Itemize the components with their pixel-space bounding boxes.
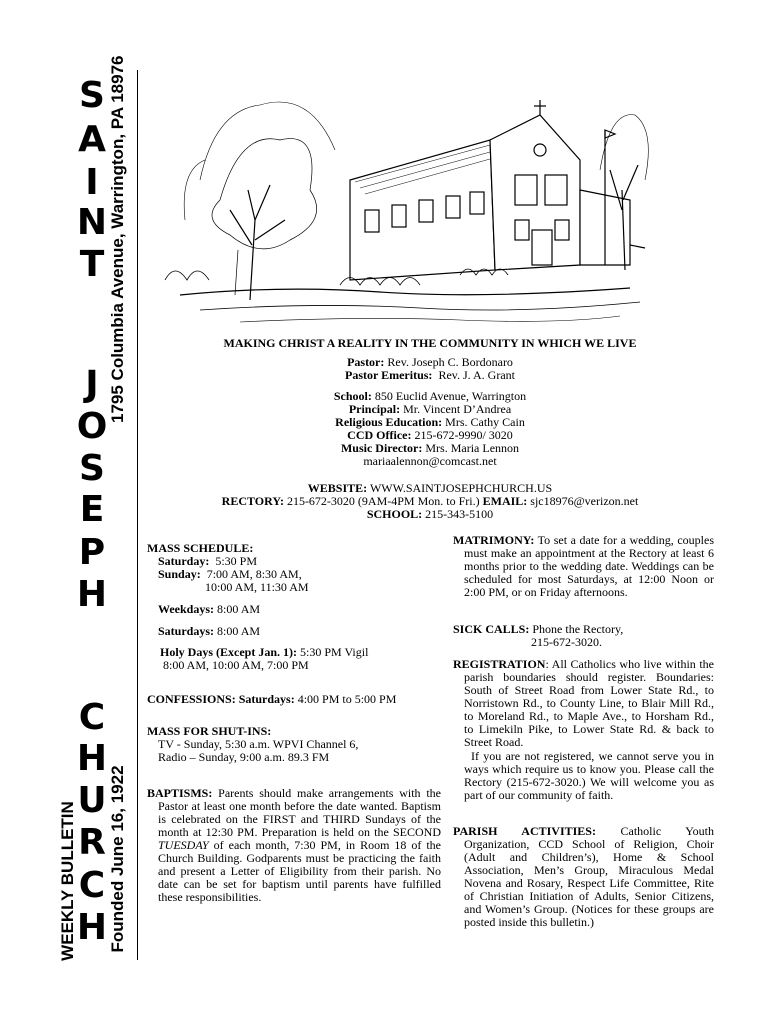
registration: REGISTRATION: All Catholics who live within the parish boundaries should register. Boundaries: South of Street Road from Lower State Rd., to Norristown Rd., to County Line, to Blair Mill Rd., to Moreland Rd., to Maple Ave., to Horsham Rd., to Limekiln Pike, to Lower State Rd. & back to Street Road. xyxy=(453,657,714,749)
church-illustration xyxy=(160,70,650,332)
address-vertical: 1795 Columbia Avenue, Warrington, PA 18976 xyxy=(108,55,127,423)
church-name-letter: R xyxy=(78,822,106,863)
mass-saturdays: Saturdays: 8:00 AM xyxy=(158,624,261,638)
confessions: CONFESSIONS: Saturdays: 4:00 PM to 5:00 PM xyxy=(147,692,397,706)
holy-days-2: 8:00 AM, 10:00 AM, 7:00 PM xyxy=(163,658,309,672)
principal-line: Principal: Mr. Vincent D’Andrea xyxy=(348,402,512,416)
matrimony: MATRIMONY: To set a date for a wedding, couples must make an appointment at the Rectory at least 6 months prior to the wedding date. Weddings can be scheduled for most Saturdays, at 12:00 Noon or 2:00 PM, or on Friday afternoons. xyxy=(453,533,714,599)
school-line: School: 850 Euclid Avenue, Warrington xyxy=(333,389,527,403)
church-name-letter: N xyxy=(76,202,108,243)
website-line: WEBSITE: WWW.SAINTJOSEPHCHURCH.US xyxy=(307,481,553,495)
church-name-letter: S xyxy=(79,75,105,116)
music-email: mariaalennon@comcast.net xyxy=(363,454,497,468)
mass-saturday: Saturday: 5:30 PM xyxy=(158,554,258,568)
church-name-letter: E xyxy=(79,489,105,530)
sick-calls: SICK CALLS: Phone the Rectory, xyxy=(453,622,624,636)
weekly-bulletin-vertical: WEEKLY BULLETIN xyxy=(58,801,77,961)
pastor-emeritus-line: Pastor Emeritus: Rev. J. A. Grant xyxy=(345,368,515,382)
mass-sunday-2: 10:00 AM, 11:30 AM xyxy=(205,580,309,594)
sick-calls-phone: 215-672-3020. xyxy=(531,635,602,649)
mass-schedule-title: MASS SCHEDULE: xyxy=(147,541,254,555)
church-name-letter: C xyxy=(78,865,106,906)
holy-days: Holy Days (Except Jan. 1): 5:30 PM Vigil xyxy=(160,645,369,659)
church-name-letter: A xyxy=(78,119,106,160)
church-name-letter: U xyxy=(77,780,107,821)
church-name-letter: T xyxy=(79,244,105,285)
church-name-letter: H xyxy=(76,738,108,779)
baptisms: BAPTISMS: Parents should make arrangements with the Pastor at least one month before the date wanted. Baptism is celebrated on the FIRST and THIRD Sundays of the month at 12:30 PM. Preparation is held on the SECOND TUESDAY of each month, 7:30 PM, in Room 18 of the Church Building. Godparents must be practicing the faith and present a Letter of Eligibility from their parish. No date can be set for baptism until parents have fulfilled these responsibilities. xyxy=(147,786,442,904)
founded-vertical: Founded June 16, 1922 xyxy=(108,765,127,953)
pastor-line: Pastor: Rev. Joseph C. Bordonaro xyxy=(347,355,513,369)
registration-note: If you are not registered, we cannot serve you in ways which require us to know you. Please call the Rectory (215-672-3020.) We will welcome you as part of our community of faith. xyxy=(464,749,714,802)
parish-activities: PARISH ACTIVITIES: Catholic Youth Organization, CCD School of Religion, Choir (Adult and Children’s), Home & School Association, Men’s Group, Miraculous Medal Novena and Rosary, Respect Life Committee, Rite of Christian Initiation of Adults, Senior Citizens, and Women’s Group. (Notices for these groups are posted inside this bulletin.) xyxy=(453,824,714,929)
shut-ins-radio: Radio – Sunday, 9:00 a.m. 89.3 FM xyxy=(158,750,330,764)
church-name-letter: P xyxy=(78,532,106,573)
shut-ins-title: MASS FOR SHUT-INS: xyxy=(147,724,272,738)
music-director-line: Music Director: Mrs. Maria Lennon xyxy=(340,441,520,455)
mass-weekdays: Weekdays: 8:00 AM xyxy=(158,602,261,616)
religious-education-line: Religious Education: Mrs. Cathy Cain xyxy=(335,415,525,429)
sidebar-divider xyxy=(137,70,138,960)
church-name-letter: O xyxy=(76,406,108,447)
church-name-letter: I xyxy=(85,162,99,203)
ccd-office-line: CCD Office: 215-672-9990/ 3020 xyxy=(347,428,513,442)
motto-text: MAKING CHRIST A REALITY IN THE COMMUNITY IN WHICH WE LIVE xyxy=(223,336,637,350)
mass-sunday: Sunday: 7:00 AM, 8:30 AM, xyxy=(158,567,302,581)
church-name-letter: H xyxy=(76,574,108,615)
church-name-letter: C xyxy=(78,697,106,738)
shut-ins-tv: TV - Sunday, 5:30 a.m. WPVI Channel 6, xyxy=(158,737,359,751)
church-name-letter: J xyxy=(85,364,99,405)
motto xyxy=(140,337,720,350)
church-name-letter: S xyxy=(79,448,105,489)
school-phone-line: SCHOOL: 215-343-5100 xyxy=(366,507,494,521)
rectory-line: RECTORY: 215-672-3020 (9AM-4PM Mon. to Fri.) EMAIL: sjc18976@verizon.net xyxy=(221,494,639,508)
church-name-letter: H xyxy=(76,907,108,948)
